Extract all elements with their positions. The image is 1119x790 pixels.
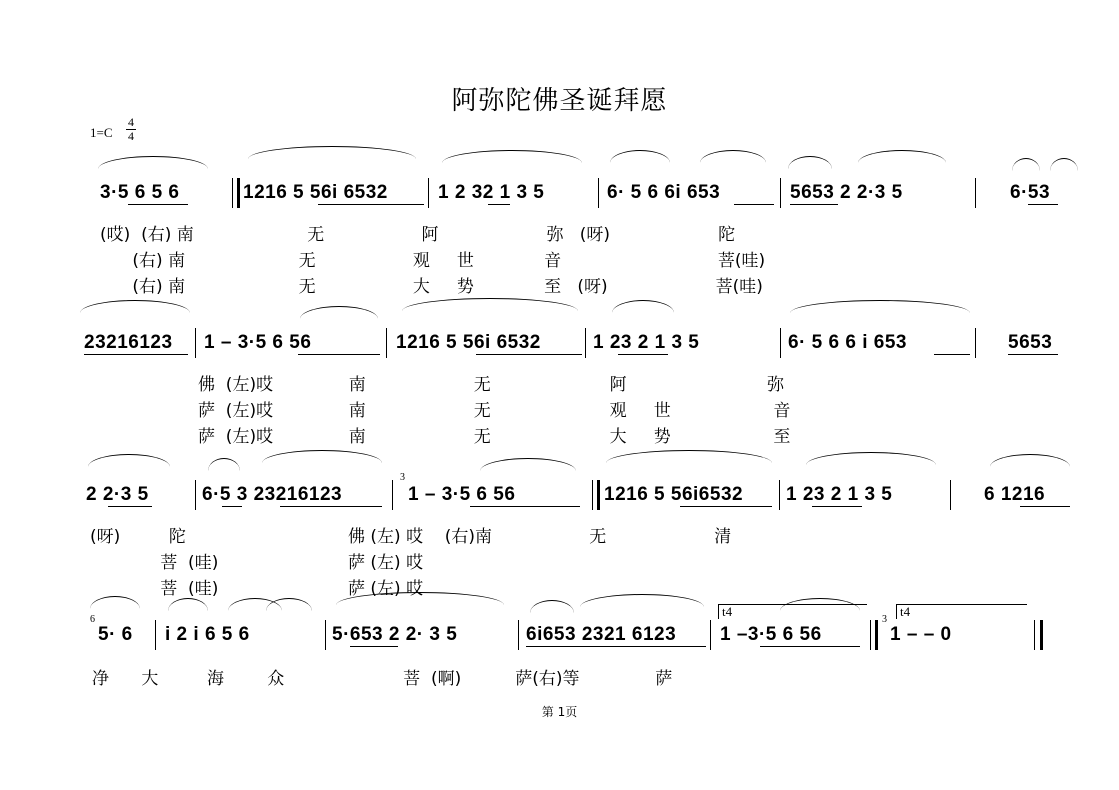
underline	[318, 204, 424, 205]
underline	[680, 506, 772, 507]
underline	[790, 204, 838, 205]
final-barline	[1034, 620, 1035, 650]
slur	[262, 450, 382, 463]
measure-notes: 5·653 2 2· 3 5	[332, 624, 458, 645]
measure-notes: 1 – – 0	[890, 624, 952, 645]
barline	[975, 328, 976, 358]
underline	[108, 506, 152, 507]
page-title: 阿弥陀佛圣诞拜愿	[451, 86, 668, 116]
underline	[470, 506, 580, 507]
underline	[812, 506, 862, 507]
slur	[300, 306, 378, 319]
lyric-verse-1: (哎) (右) 南 无 阿 弥 (呀) 陀	[100, 225, 736, 245]
fermata-mark: 6	[90, 614, 95, 625]
measure-notes: 5653 2 2·3 5	[790, 182, 903, 203]
slur	[442, 150, 582, 163]
underline	[476, 354, 582, 355]
measure-notes: 1216 5 56i6532	[604, 484, 744, 505]
measure-notes: 1 – 3·5 6 56	[408, 484, 516, 505]
barline	[386, 328, 387, 358]
slur	[80, 300, 190, 313]
slur	[266, 598, 312, 611]
time-signature-bottom: 4	[128, 129, 134, 143]
lyric-verse-3: 萨 (左)哎 南 无 大 势 至	[198, 427, 791, 447]
slur	[208, 458, 240, 471]
slur	[88, 454, 170, 467]
underline	[488, 204, 510, 205]
barline	[975, 178, 976, 208]
lyric-verse-2: 萨 (左)哎 南 无 观 世 音	[198, 401, 791, 421]
underline	[618, 354, 668, 355]
slur	[530, 600, 574, 613]
measure-notes: 5· 6	[98, 624, 133, 645]
barline	[950, 480, 951, 510]
underline	[760, 646, 860, 647]
barline	[585, 328, 586, 358]
measure-notes: i 2 i 6 5 6	[165, 624, 250, 645]
slur	[402, 298, 578, 311]
time-signature-top: 4	[128, 115, 134, 129]
underline	[734, 204, 774, 205]
time-signature	[126, 116, 136, 143]
measure-notes: 6i653 2321 6123	[526, 624, 677, 645]
barline	[195, 328, 196, 358]
barline	[780, 328, 781, 358]
lyric-verse-1: 净 大 海 众 菩 (啊) 萨(右)等 萨	[92, 669, 673, 689]
slur	[610, 150, 670, 163]
underline	[298, 354, 380, 355]
measure-notes: 1216 5 56i 6532	[243, 182, 388, 203]
measure-notes: 2 2·3 5	[86, 484, 149, 505]
barline	[779, 480, 780, 510]
slur	[806, 452, 936, 465]
barline	[598, 178, 599, 208]
measure-notes: 1 23 2 1 3 5	[593, 332, 700, 353]
underline	[1008, 354, 1058, 355]
measure-notes: 1216 5 56i 6532	[396, 332, 541, 353]
measure-notes: 6· 5 6 6 i 653	[788, 332, 907, 353]
barline	[710, 620, 711, 650]
underline	[128, 204, 188, 205]
measure-notes: 1 –3·5 6 56	[720, 624, 822, 645]
slur	[1012, 158, 1040, 171]
underline	[280, 506, 382, 507]
measure-notes: 6 1216	[984, 484, 1046, 505]
underline	[222, 506, 242, 507]
barline	[392, 480, 393, 510]
slur	[790, 300, 970, 313]
underline	[350, 646, 398, 647]
measure-notes: 23216123	[84, 332, 173, 353]
fermata-mark: 3	[400, 472, 405, 483]
slur	[1050, 158, 1078, 171]
lyric-verse-3: (右) 南 无 大 势 至 (呀) 菩(哇)	[100, 277, 763, 297]
slur	[98, 156, 208, 169]
measure-notes: 1 23 2 1 3 5	[786, 484, 893, 505]
final-barline	[1040, 620, 1043, 650]
measure-notes: 6·53	[1010, 182, 1051, 203]
measure-notes: 5653	[1008, 332, 1053, 353]
volta-bracket	[718, 604, 867, 619]
barline	[195, 480, 196, 510]
underline	[1028, 204, 1058, 205]
underline	[526, 646, 706, 647]
fermata-mark: 3	[882, 614, 887, 625]
barline	[518, 620, 519, 650]
underline	[84, 354, 188, 355]
underline	[1020, 506, 1070, 507]
measure-notes: 1 2 32 1 3 5	[438, 182, 545, 203]
slur	[700, 150, 766, 163]
slur	[248, 146, 416, 159]
slur	[788, 156, 832, 169]
lyric-verse-1: 佛 (左)哎 南 无 阿 弥	[198, 375, 785, 395]
slur	[606, 450, 772, 463]
slur	[990, 454, 1070, 467]
repeat-barline	[870, 620, 878, 650]
slur	[480, 458, 576, 471]
lyric-verse-1: (呀) 陀 佛 (左) 哎 (右)南 无 清	[90, 527, 732, 547]
measure-notes: 3·5 6 5 6	[100, 182, 180, 203]
barline	[155, 620, 156, 650]
lyric-verse-2: 菩 (哇) 萨 (左) 哎	[90, 553, 424, 573]
slur	[612, 300, 674, 313]
slur	[580, 594, 704, 607]
key-signature: 1=C	[90, 125, 113, 140]
barline	[428, 178, 429, 208]
volta-bracket	[896, 604, 1027, 619]
underline	[934, 354, 970, 355]
measure-notes: 1 – 3·5 6 56	[204, 332, 312, 353]
volta-label: t4	[722, 604, 733, 619]
slur	[168, 598, 208, 611]
barline	[780, 178, 781, 208]
lyric-verse-3: 菩 (哇) 萨 (左) 哎	[90, 579, 424, 599]
page-number: 第 1页	[541, 705, 578, 719]
slur	[858, 150, 946, 163]
lyric-verse-2: (右) 南 无 观 世 音 菩(哇)	[100, 251, 766, 271]
barline	[325, 620, 326, 650]
repeat-barline	[232, 178, 240, 208]
repeat-barline	[592, 480, 600, 510]
measure-notes: 6· 5 6 6i 653	[607, 182, 721, 203]
volta-label: t4	[900, 604, 911, 619]
measure-notes: 6·5 3 23216123	[202, 484, 343, 505]
